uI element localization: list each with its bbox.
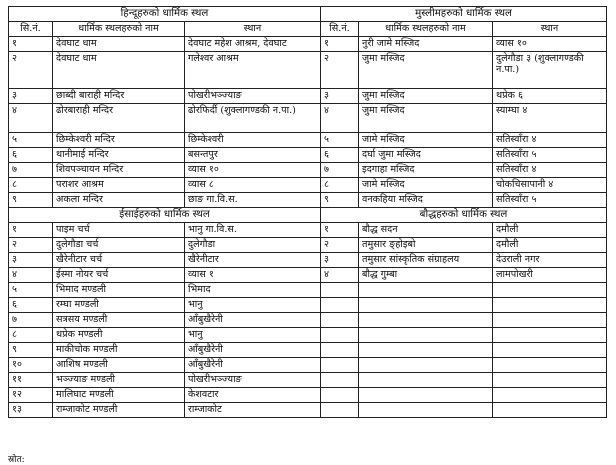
table-cell: रम्घा मण्डली bbox=[53, 298, 185, 313]
table-cell: ९ bbox=[9, 193, 53, 208]
table-cell: जुमा मस्जिद bbox=[359, 89, 493, 104]
table-cell: २ bbox=[321, 238, 359, 253]
empty-cell bbox=[493, 313, 607, 328]
table-cell: ८ bbox=[9, 328, 53, 343]
table-cell: वनकहिया मस्जिद bbox=[359, 193, 493, 208]
section-title: ईसाईहरुको धार्मिक स्थल bbox=[9, 208, 321, 223]
empty-cell bbox=[359, 358, 493, 373]
empty-cell bbox=[493, 328, 607, 343]
table-cell: ९ bbox=[321, 193, 359, 208]
table-cell: भानु गा.वि.स. bbox=[185, 223, 321, 238]
table-cell: १ bbox=[321, 37, 359, 52]
table-cell: थप्रेक मण्डली bbox=[53, 328, 185, 343]
table-row bbox=[9, 148, 607, 163]
table-cell: माकीचोक मण्डली bbox=[53, 343, 185, 358]
table-row bbox=[9, 223, 607, 238]
table-cell: १ bbox=[9, 223, 53, 238]
empty-cell bbox=[493, 283, 607, 298]
empty-cell bbox=[359, 283, 493, 298]
table-cell: ११ bbox=[9, 373, 53, 388]
table-cell: पोखरीभञ्ज्याङ bbox=[185, 89, 321, 104]
table-cell: ६ bbox=[321, 148, 359, 163]
table-cell: सतिस्वाँरा ५ bbox=[493, 193, 607, 208]
table-row bbox=[9, 238, 607, 253]
table-cell: देउराली नगर bbox=[493, 253, 607, 268]
table-cell: व्यास १० bbox=[493, 37, 607, 52]
empty-cell bbox=[359, 343, 493, 358]
empty-cell bbox=[321, 313, 359, 328]
table-cell: खैरेनीटार bbox=[185, 253, 321, 268]
table-cell: ४ bbox=[321, 268, 359, 283]
table-cell: दमौली bbox=[493, 223, 607, 238]
section-title: मुस्लीमहरुको धार्मिक स्थल bbox=[321, 7, 607, 22]
table-cell: दुलेगौडा चर्च bbox=[53, 238, 185, 253]
section-title-row bbox=[9, 7, 607, 22]
table-cell: ९ bbox=[9, 343, 53, 358]
table-cell: केशवटार bbox=[185, 388, 321, 403]
table-cell: ५ bbox=[9, 133, 53, 148]
column-header: स्थान bbox=[185, 22, 321, 37]
table-cell: पाइम चर्च bbox=[53, 223, 185, 238]
table-cell: आँबुखैरेनी bbox=[185, 313, 321, 328]
column-header: सि.नं. bbox=[321, 22, 359, 37]
table-cell: पोखरीभञ्ज्याङ bbox=[185, 373, 321, 388]
table-row bbox=[9, 268, 607, 283]
table-cell: सतिस्वाँरा ४ bbox=[493, 163, 607, 178]
table-cell: दुलेगौडा ३ (शुक्लागण्डकी न.पा.) bbox=[493, 52, 607, 89]
table-row bbox=[9, 373, 607, 388]
table-row bbox=[9, 403, 607, 418]
table-cell: चोकचिसापानी ४ bbox=[493, 178, 607, 193]
table-cell: देवघाट धाम bbox=[53, 52, 185, 89]
table-cell: आँबुखैरेनी bbox=[185, 343, 321, 358]
table-cell: ७ bbox=[9, 313, 53, 328]
table-cell: बौद्ध गुम्बा bbox=[359, 268, 493, 283]
table-cell: ४ bbox=[321, 104, 359, 133]
empty-cell bbox=[359, 328, 493, 343]
table-cell: ६ bbox=[9, 298, 53, 313]
table-row bbox=[9, 89, 607, 104]
empty-cell bbox=[493, 388, 607, 403]
table-cell: जामे मस्जिद bbox=[359, 133, 493, 148]
table-cell: खैरेनीटार चर्च bbox=[53, 253, 185, 268]
table-row bbox=[9, 253, 607, 268]
section-title: हिन्दूहरुको धार्मिक स्थल bbox=[9, 7, 321, 22]
table-cell: जुमा मस्जिद bbox=[359, 52, 493, 89]
table-cell: मालिघाट मण्डली bbox=[53, 388, 185, 403]
table-cell: व्यास १ bbox=[185, 268, 321, 283]
table-cell: ८ bbox=[9, 178, 53, 193]
table-cell: लामपोखरी bbox=[493, 268, 607, 283]
source-note: स्रोत: bbox=[8, 455, 25, 465]
table-cell: पराशर आश्रम bbox=[53, 178, 185, 193]
empty-cell bbox=[359, 313, 493, 328]
table-row bbox=[9, 388, 607, 403]
table-cell: भानु bbox=[185, 298, 321, 313]
table-cell: थानीमाई मन्दिर bbox=[53, 148, 185, 163]
table-cell: २ bbox=[9, 238, 53, 253]
column-header: सि.नं. bbox=[9, 22, 53, 37]
empty-cell bbox=[493, 373, 607, 388]
table-cell: दमौली bbox=[493, 238, 607, 253]
table-cell: छाङ गा.वि.स. bbox=[185, 193, 321, 208]
table-cell: देवघाट महेश आश्रम, देवघाट bbox=[185, 37, 321, 52]
table-cell: दुलेगौडा bbox=[185, 238, 321, 253]
table-cell: ८ bbox=[321, 178, 359, 193]
table-row bbox=[9, 283, 607, 298]
religious-sites-table bbox=[8, 6, 607, 418]
empty-cell bbox=[321, 403, 359, 418]
table-row bbox=[9, 104, 607, 133]
table-row bbox=[9, 193, 607, 208]
table-cell: ढोरफिर्दी (शुक्लागण्डकी न.पा.) bbox=[185, 104, 321, 133]
table-row bbox=[9, 313, 607, 328]
section-title-row bbox=[9, 208, 607, 223]
table-cell: दर्घा जुमा मस्जिद bbox=[359, 148, 493, 163]
table-cell: ३ bbox=[321, 253, 359, 268]
table-cell: व्यास ८ bbox=[185, 178, 321, 193]
empty-cell bbox=[321, 283, 359, 298]
empty-cell bbox=[321, 298, 359, 313]
table-cell: ७ bbox=[9, 163, 53, 178]
table-row bbox=[9, 37, 607, 52]
table-cell: गलेश्वर आश्रम bbox=[185, 52, 321, 89]
table-cell: जुमा मस्जिद bbox=[359, 104, 493, 133]
empty-cell bbox=[321, 373, 359, 388]
table-cell: भिमाद मण्डली bbox=[53, 283, 185, 298]
table-cell: व्यास १० bbox=[185, 163, 321, 178]
table-cell: ५ bbox=[9, 283, 53, 298]
table-cell: इदगाहा मस्जिद bbox=[359, 163, 493, 178]
empty-cell bbox=[321, 388, 359, 403]
table-cell: भञ्ज्याङ मण्डली bbox=[53, 373, 185, 388]
table-cell: स्याम्घा ४ bbox=[493, 104, 607, 133]
table-cell: भिमाद bbox=[185, 283, 321, 298]
empty-cell bbox=[493, 358, 607, 373]
table-row bbox=[9, 298, 607, 313]
table-cell: जामे मस्जिद bbox=[359, 178, 493, 193]
table-cell: २ bbox=[321, 52, 359, 89]
header-row bbox=[9, 22, 607, 37]
table-cell: १३ bbox=[9, 403, 53, 418]
table-row bbox=[9, 52, 607, 89]
table-cell: आशिष मण्डली bbox=[53, 358, 185, 373]
table-cell: १ bbox=[321, 223, 359, 238]
table-cell: सतिस्वाँरा ४ bbox=[493, 133, 607, 148]
table-cell: देवघाट धाम bbox=[53, 37, 185, 52]
table-cell: ३ bbox=[321, 89, 359, 104]
table-cell: ४ bbox=[9, 104, 53, 133]
table-row bbox=[9, 358, 607, 373]
empty-cell bbox=[493, 343, 607, 358]
empty-cell bbox=[321, 358, 359, 373]
table-cell: ३ bbox=[9, 89, 53, 104]
table-cell: १ bbox=[9, 37, 53, 52]
empty-cell bbox=[321, 343, 359, 358]
section-title: बौद्धहरुको धार्मिक स्थल bbox=[321, 208, 607, 223]
table-cell: राम्जाकोट bbox=[185, 403, 321, 418]
empty-cell bbox=[359, 373, 493, 388]
column-header: स्थान bbox=[493, 22, 607, 37]
table-cell: ७ bbox=[321, 163, 359, 178]
table-cell: नुरी जामे मस्जिद bbox=[359, 37, 493, 52]
table-row bbox=[9, 343, 607, 358]
table-cell: सत्रसय मण्डली bbox=[53, 313, 185, 328]
table-cell: बसन्तपुर bbox=[185, 148, 321, 163]
column-header: धार्मिक स्थलहरुको नाम bbox=[359, 22, 493, 37]
table-cell: ५ bbox=[321, 133, 359, 148]
column-header: धार्मिक स्थलहरुको नाम bbox=[53, 22, 185, 37]
table-cell: शिवपञ्चायन मन्दिर bbox=[53, 163, 185, 178]
empty-cell bbox=[493, 403, 607, 418]
table-cell: आँबुखैरेनी bbox=[185, 358, 321, 373]
empty-cell bbox=[359, 298, 493, 313]
empty-cell bbox=[359, 388, 493, 403]
empty-cell bbox=[493, 298, 607, 313]
table-cell: तमुसार सांस्कृतिक संग्राहलय bbox=[359, 253, 493, 268]
table-cell: राम्जाकोट मण्डली bbox=[53, 403, 185, 418]
table-cell: तमुसार ङ्होइबो bbox=[359, 238, 493, 253]
table-cell: बौद्ध सदन bbox=[359, 223, 493, 238]
table-row bbox=[9, 133, 607, 148]
table-cell: ३ bbox=[9, 253, 53, 268]
table-cell: ४ bbox=[9, 268, 53, 283]
empty-cell bbox=[321, 328, 359, 343]
table-cell: छिम्केश्वरी bbox=[185, 133, 321, 148]
empty-cell bbox=[359, 403, 493, 418]
table-cell: १० bbox=[9, 358, 53, 373]
table-row bbox=[9, 163, 607, 178]
table-cell: ढोरबाराही मन्दिर bbox=[53, 104, 185, 133]
table-cell: २ bbox=[9, 52, 53, 89]
table-cell: छिम्केश्वरी मन्दिर bbox=[53, 133, 185, 148]
table-row bbox=[9, 328, 607, 343]
table-cell: ईस्मा नोयर चर्च bbox=[53, 268, 185, 283]
table-cell: भानु bbox=[185, 328, 321, 343]
table-cell: अकला मन्दिर bbox=[53, 193, 185, 208]
table-cell: १२ bbox=[9, 388, 53, 403]
table-cell: छाब्दी बाराही मन्दिर bbox=[53, 89, 185, 104]
table-cell: सतिस्वाँरा ५ bbox=[493, 148, 607, 163]
table-row bbox=[9, 178, 607, 193]
table-cell: थप्रेक ६ bbox=[493, 89, 607, 104]
table-cell: ६ bbox=[9, 148, 53, 163]
